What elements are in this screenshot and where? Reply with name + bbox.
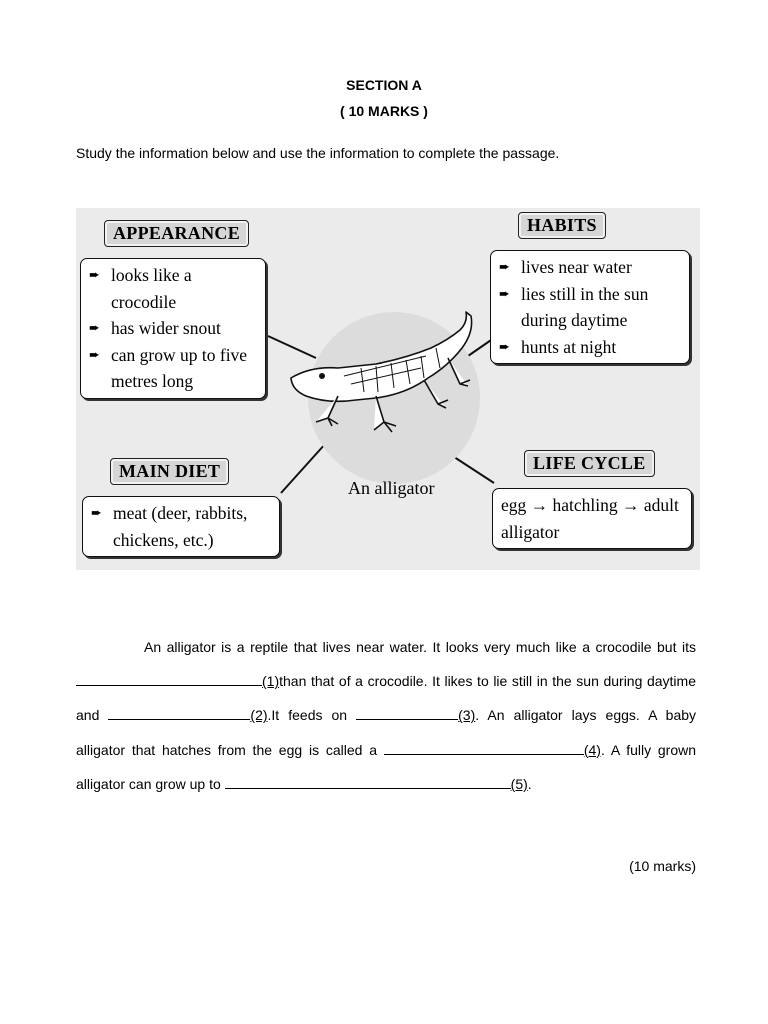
answer-blank-5[interactable] [225, 773, 511, 789]
arrow-bullet-icon: ➨ [499, 338, 510, 354]
section-title: SECTION A [346, 77, 422, 93]
total-marks: (10 marks) [629, 858, 696, 874]
arrow-bullet-icon: ➨ [89, 320, 100, 335]
section-marks: ( 10 MARKS ) [340, 103, 428, 119]
arrow-bullet-icon: ➨ [91, 505, 102, 520]
list-item: ➨ lives near water [499, 254, 683, 281]
list-item: ➨ has wider snout [89, 315, 259, 342]
habits-heading: HABITS [518, 212, 606, 239]
main-diet-box [82, 496, 280, 557]
arrow-bullet-icon: ➨ [499, 259, 510, 274]
blank-number: (1) [262, 673, 280, 690]
list-item: ➨ hunts at night [499, 334, 683, 361]
mindmap-caption: An alligator [348, 478, 435, 498]
passage-text: . [527, 775, 532, 792]
passage-text: . An alligator lays eggs. A baby alligator that hatches from the egg is called a [76, 707, 697, 758]
blank-number: (3) [458, 707, 476, 724]
answer-blank-4[interactable] [384, 739, 584, 755]
passage-text: An alligator is a reptile that lives near water. It looks very much like a crocodile but its [144, 639, 696, 655]
passage-text: than that of a crocodile. It likes to lie still in the sun during daytime and [76, 673, 696, 724]
answer-blank-2[interactable] [108, 704, 250, 720]
blank-number: (4) [583, 741, 601, 758]
arrow-bullet-icon: ➨ [499, 285, 510, 301]
passage-text: . A fully grown alligator can grow up to [76, 741, 697, 792]
arrow-bullet-icon: ➨ [89, 346, 100, 362]
answer-blank-1[interactable] [76, 670, 262, 686]
list-item: ➨ can grow up to five metres long [89, 342, 259, 395]
appearance-box [80, 258, 266, 399]
life-cycle-heading: LIFE CYCLE [524, 450, 655, 477]
main-diet-heading: MAIN DIET [110, 458, 229, 485]
habits-box [490, 250, 690, 364]
alligator-mindmap [76, 208, 700, 570]
list-item: ➨ lies still in the sun during daytime [499, 281, 683, 334]
passage [76, 630, 696, 801]
life-cycle-text: egg → hatchling → adult alligator [501, 495, 679, 542]
arrow-bullet-icon: ➨ [89, 267, 100, 282]
instruction-text: Study the information below and use the information to complete the passage. [76, 145, 560, 161]
passage-text: .It feeds on [267, 707, 348, 724]
answer-blank-3[interactable] [356, 704, 458, 720]
appearance-heading: APPEARANCE [104, 220, 249, 247]
life-cycle-box [492, 488, 692, 549]
list-item: ➨ meat (deer, rabbits, chickens, etc.) [91, 500, 273, 553]
list-item: ➨ looks like a crocodile [89, 262, 259, 315]
blank-number: (2) [250, 707, 268, 724]
blank-number: (5) [510, 775, 528, 792]
